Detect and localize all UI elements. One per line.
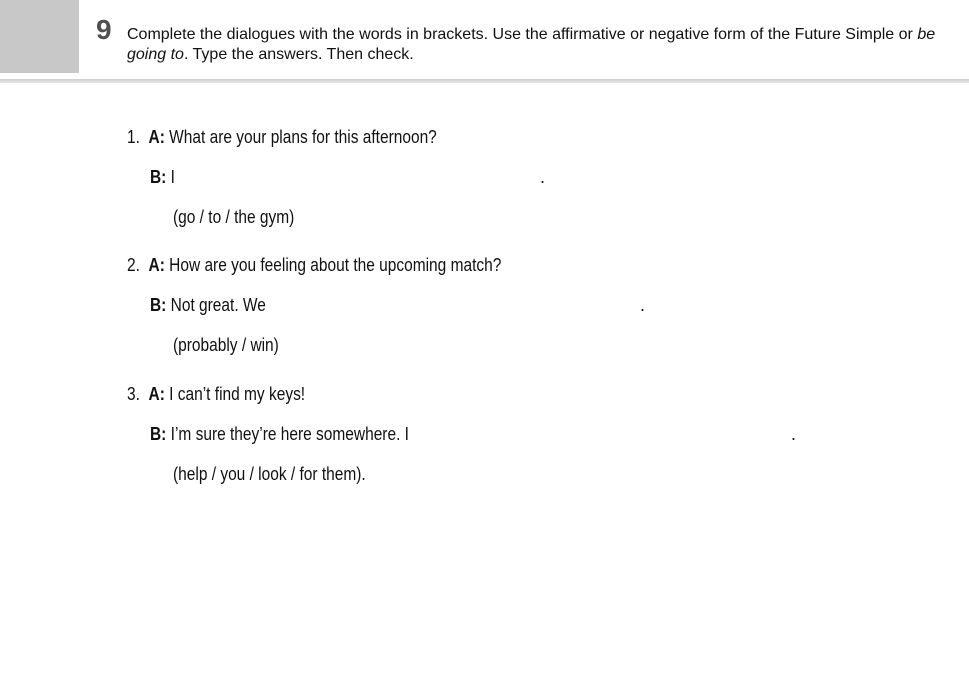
item-1-line-a — [127, 126, 437, 148]
item-3-line-a — [127, 383, 305, 405]
dialogue-line-b: I’m sure they’re here somewhere. I — [170, 424, 409, 444]
item-number: 3. — [127, 384, 140, 404]
instruction-text-2: . Type the answers. Then check. — [183, 46, 414, 63]
instruction-text-1: Complete the dialogues with the words in brackets. Use the affirmative or negative form of the Future Simple or — [127, 26, 918, 43]
end-period: . — [540, 167, 546, 187]
item-number: 1. — [127, 127, 140, 147]
dialogue-line-b: I — [170, 167, 175, 187]
header-grey-block — [0, 0, 79, 73]
dialogue-line-a: How are you feeling about the upcoming match? — [169, 255, 502, 275]
item-1-line-b — [150, 166, 484, 188]
item-3-hint: (help / you / look / for them). — [173, 464, 366, 484]
speaker-a-label: A: — [148, 127, 165, 147]
item-2-line-a — [127, 254, 501, 276]
item-2-line-b — [150, 294, 575, 316]
dialogue-line-a: I can’t find my keys! — [169, 384, 306, 404]
item-3-line-b — [150, 423, 709, 445]
answer-input-1[interactable] — [179, 168, 483, 188]
speaker-b-label: B: — [150, 167, 167, 187]
answer-input-2[interactable] — [270, 296, 574, 316]
answer-input-3[interactable] — [413, 425, 709, 445]
speaker-a-label: A: — [148, 384, 165, 404]
speaker-b-label: B: — [150, 295, 167, 315]
end-period: . — [791, 424, 797, 444]
exercise-number: 9 — [96, 14, 112, 45]
item-2-hint: (probably / win) — [173, 335, 279, 355]
exercise-header — [0, 0, 969, 80]
speaker-b-label: B: — [150, 424, 167, 444]
end-period: . — [640, 295, 646, 315]
dialogue-line-b: Not great. We — [170, 295, 266, 315]
instruction-italic-text: be going to — [127, 26, 936, 63]
speaker-a-label: A: — [148, 255, 165, 275]
item-1-hint: (go / to / the gym) — [173, 207, 295, 227]
header-divider — [0, 79, 969, 83]
dialogue-line-a: What are your plans for this afternoon? — [169, 127, 437, 147]
item-number: 2. — [127, 255, 140, 275]
exercise-instruction — [127, 25, 957, 65]
